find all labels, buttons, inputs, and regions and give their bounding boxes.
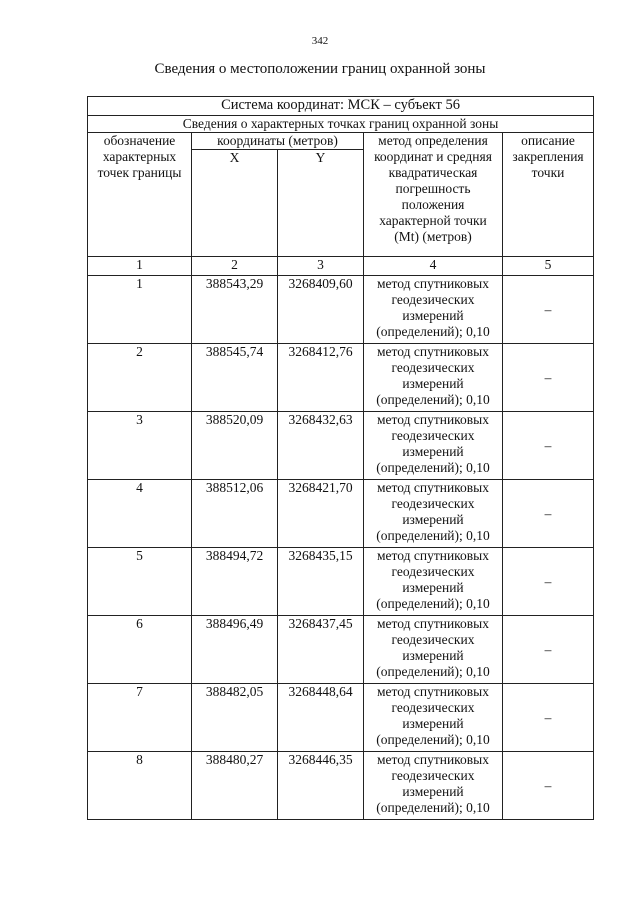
method-cell: метод спутниковых геодезических измерений (определений); 0,10 xyxy=(364,276,503,344)
y-coordinate-cell: 3268446,35 xyxy=(278,752,364,820)
point-number-cell: 6 xyxy=(88,616,192,684)
x-coordinate-cell: 388480,27 xyxy=(192,752,278,820)
table-row xyxy=(88,412,594,480)
header-y: Y xyxy=(278,150,364,257)
point-number-cell: 4 xyxy=(88,480,192,548)
page-number: 342 xyxy=(311,35,329,47)
header-x: X xyxy=(192,150,278,257)
method-cell: метод спутниковых геодезических измерений (определений); 0,10 xyxy=(364,412,503,480)
y-coordinate-cell: 3268437,45 xyxy=(278,616,364,684)
table-row xyxy=(88,344,594,412)
description-cell: – xyxy=(503,752,594,820)
method-cell: метод спутниковых геодезических измерений (определений); 0,10 xyxy=(364,548,503,616)
point-number-cell: 7 xyxy=(88,684,192,752)
table-row xyxy=(88,752,594,820)
table-row xyxy=(88,276,594,344)
method-cell: метод спутниковых геодезических измерений (определений); 0,10 xyxy=(364,616,503,684)
method-cell: метод спутниковых геодезических измерений (определений); 0,10 xyxy=(364,344,503,412)
column-number: 4 xyxy=(364,257,503,276)
boundary-points-table xyxy=(87,96,594,820)
table-row xyxy=(88,684,594,752)
description-cell: – xyxy=(503,412,594,480)
method-cell: метод спутниковых геодезических измерений (определений); 0,10 xyxy=(364,752,503,820)
table-row xyxy=(88,616,594,684)
description-cell: – xyxy=(503,616,594,684)
x-coordinate-cell: 388496,49 xyxy=(192,616,278,684)
point-number-cell: 5 xyxy=(88,548,192,616)
y-coordinate-cell: 3268412,76 xyxy=(278,344,364,412)
y-coordinate-cell: 3268448,64 xyxy=(278,684,364,752)
method-cell: метод спутниковых геодезических измерений (определений); 0,10 xyxy=(364,684,503,752)
table-row xyxy=(88,548,594,616)
x-coordinate-cell: 388520,09 xyxy=(192,412,278,480)
x-coordinate-cell: 388545,74 xyxy=(192,344,278,412)
header-point-designation: обозначение характерных точек границы xyxy=(88,133,192,257)
coordinate-system-caption: Система координат: МСК – субъект 56 xyxy=(88,97,594,116)
y-coordinate-cell: 3268409,60 xyxy=(278,276,364,344)
point-number-cell: 1 xyxy=(88,276,192,344)
header-coordinates: координаты (метров) xyxy=(192,133,364,150)
y-coordinate-cell: 3268432,63 xyxy=(278,412,364,480)
column-number-row xyxy=(88,257,594,276)
document-title: Сведения о местоположении границ охранной зоны xyxy=(154,61,486,77)
description-cell: – xyxy=(503,344,594,412)
header-description: описание закрепления точки xyxy=(503,133,594,257)
column-number: 1 xyxy=(88,257,192,276)
header-method: метод определения координат и средняя квадратическая погрешность положения характерной точки (Mt) (метров) xyxy=(364,133,503,257)
x-coordinate-cell: 388543,29 xyxy=(192,276,278,344)
point-number-cell: 2 xyxy=(88,344,192,412)
description-cell: – xyxy=(503,684,594,752)
description-cell: – xyxy=(503,548,594,616)
y-coordinate-cell: 3268435,15 xyxy=(278,548,364,616)
x-coordinate-cell: 388512,06 xyxy=(192,480,278,548)
table-row xyxy=(88,480,594,548)
y-coordinate-cell: 3268421,70 xyxy=(278,480,364,548)
method-cell: метод спутниковых геодезических измерений (определений); 0,10 xyxy=(364,480,503,548)
x-coordinate-cell: 388482,05 xyxy=(192,684,278,752)
column-number: 3 xyxy=(278,257,364,276)
section-caption: Сведения о характерных точках границ охранной зоны xyxy=(88,116,594,133)
point-number-cell: 3 xyxy=(88,412,192,480)
x-coordinate-cell: 388494,72 xyxy=(192,548,278,616)
column-number: 2 xyxy=(192,257,278,276)
column-number: 5 xyxy=(503,257,594,276)
point-number-cell: 8 xyxy=(88,752,192,820)
description-cell: – xyxy=(503,480,594,548)
description-cell: – xyxy=(503,276,594,344)
